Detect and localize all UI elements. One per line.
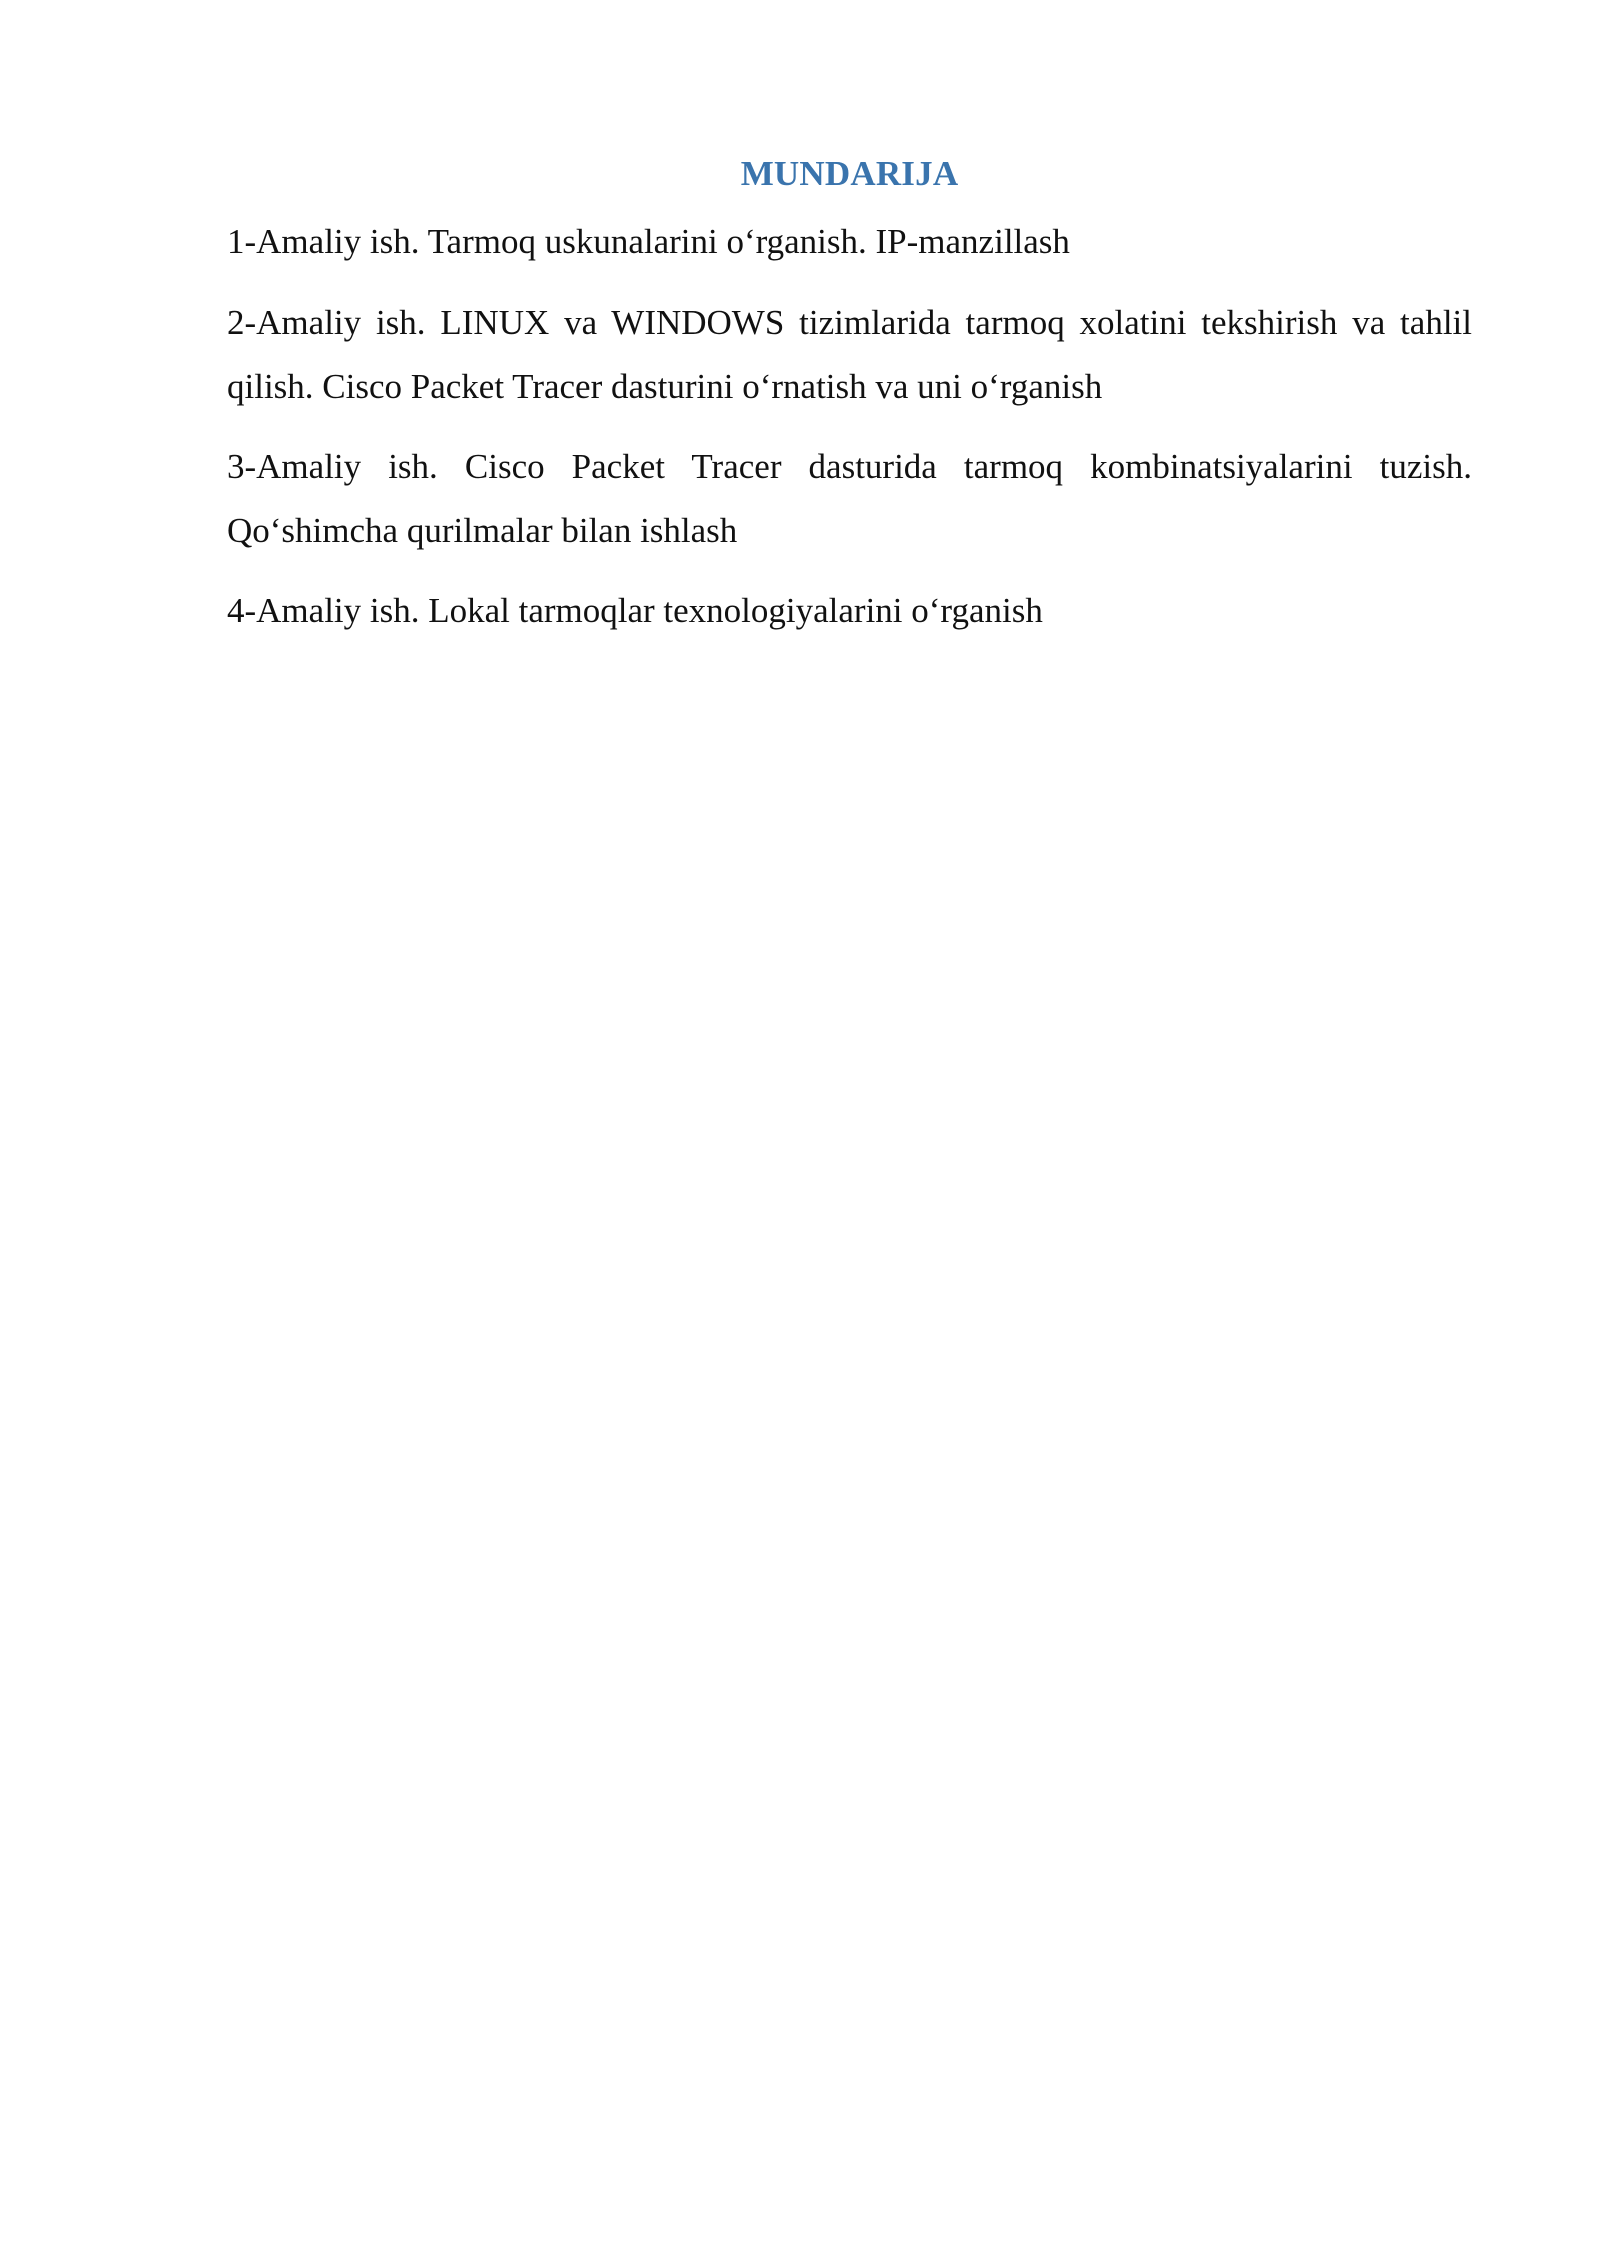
toc-entry-4[interactable]: 4-Amaliy ish. Lokal tarmoqlar texnologiyalarini o‘rganish [227,591,1043,630]
toc-entry-1[interactable]: 1-Amaliy ish. Tarmoq uskunalarini o‘rganish. IP-manzillash [227,222,1070,261]
toc-entry-2[interactable]: 2-Amaliy ish. LINUX va WINDOWS tizimlarida tarmoq xolatini tekshirish va tahlil qilish. Cisco Packet Tracer dasturini o‘rnatish va uni o‘rganish [227,303,1472,406]
toc-list [227,210,1472,643]
table-of-contents [227,148,1472,659]
toc-entry-3[interactable]: 3-Amaliy ish. Cisco Packet Tracer dasturida tarmoq kombinatsiyalarini tuzish. Qo‘shimcha qurilmalar bilan ishlash [227,447,1472,550]
toc-title: MUNDARIJA [740,154,959,193]
